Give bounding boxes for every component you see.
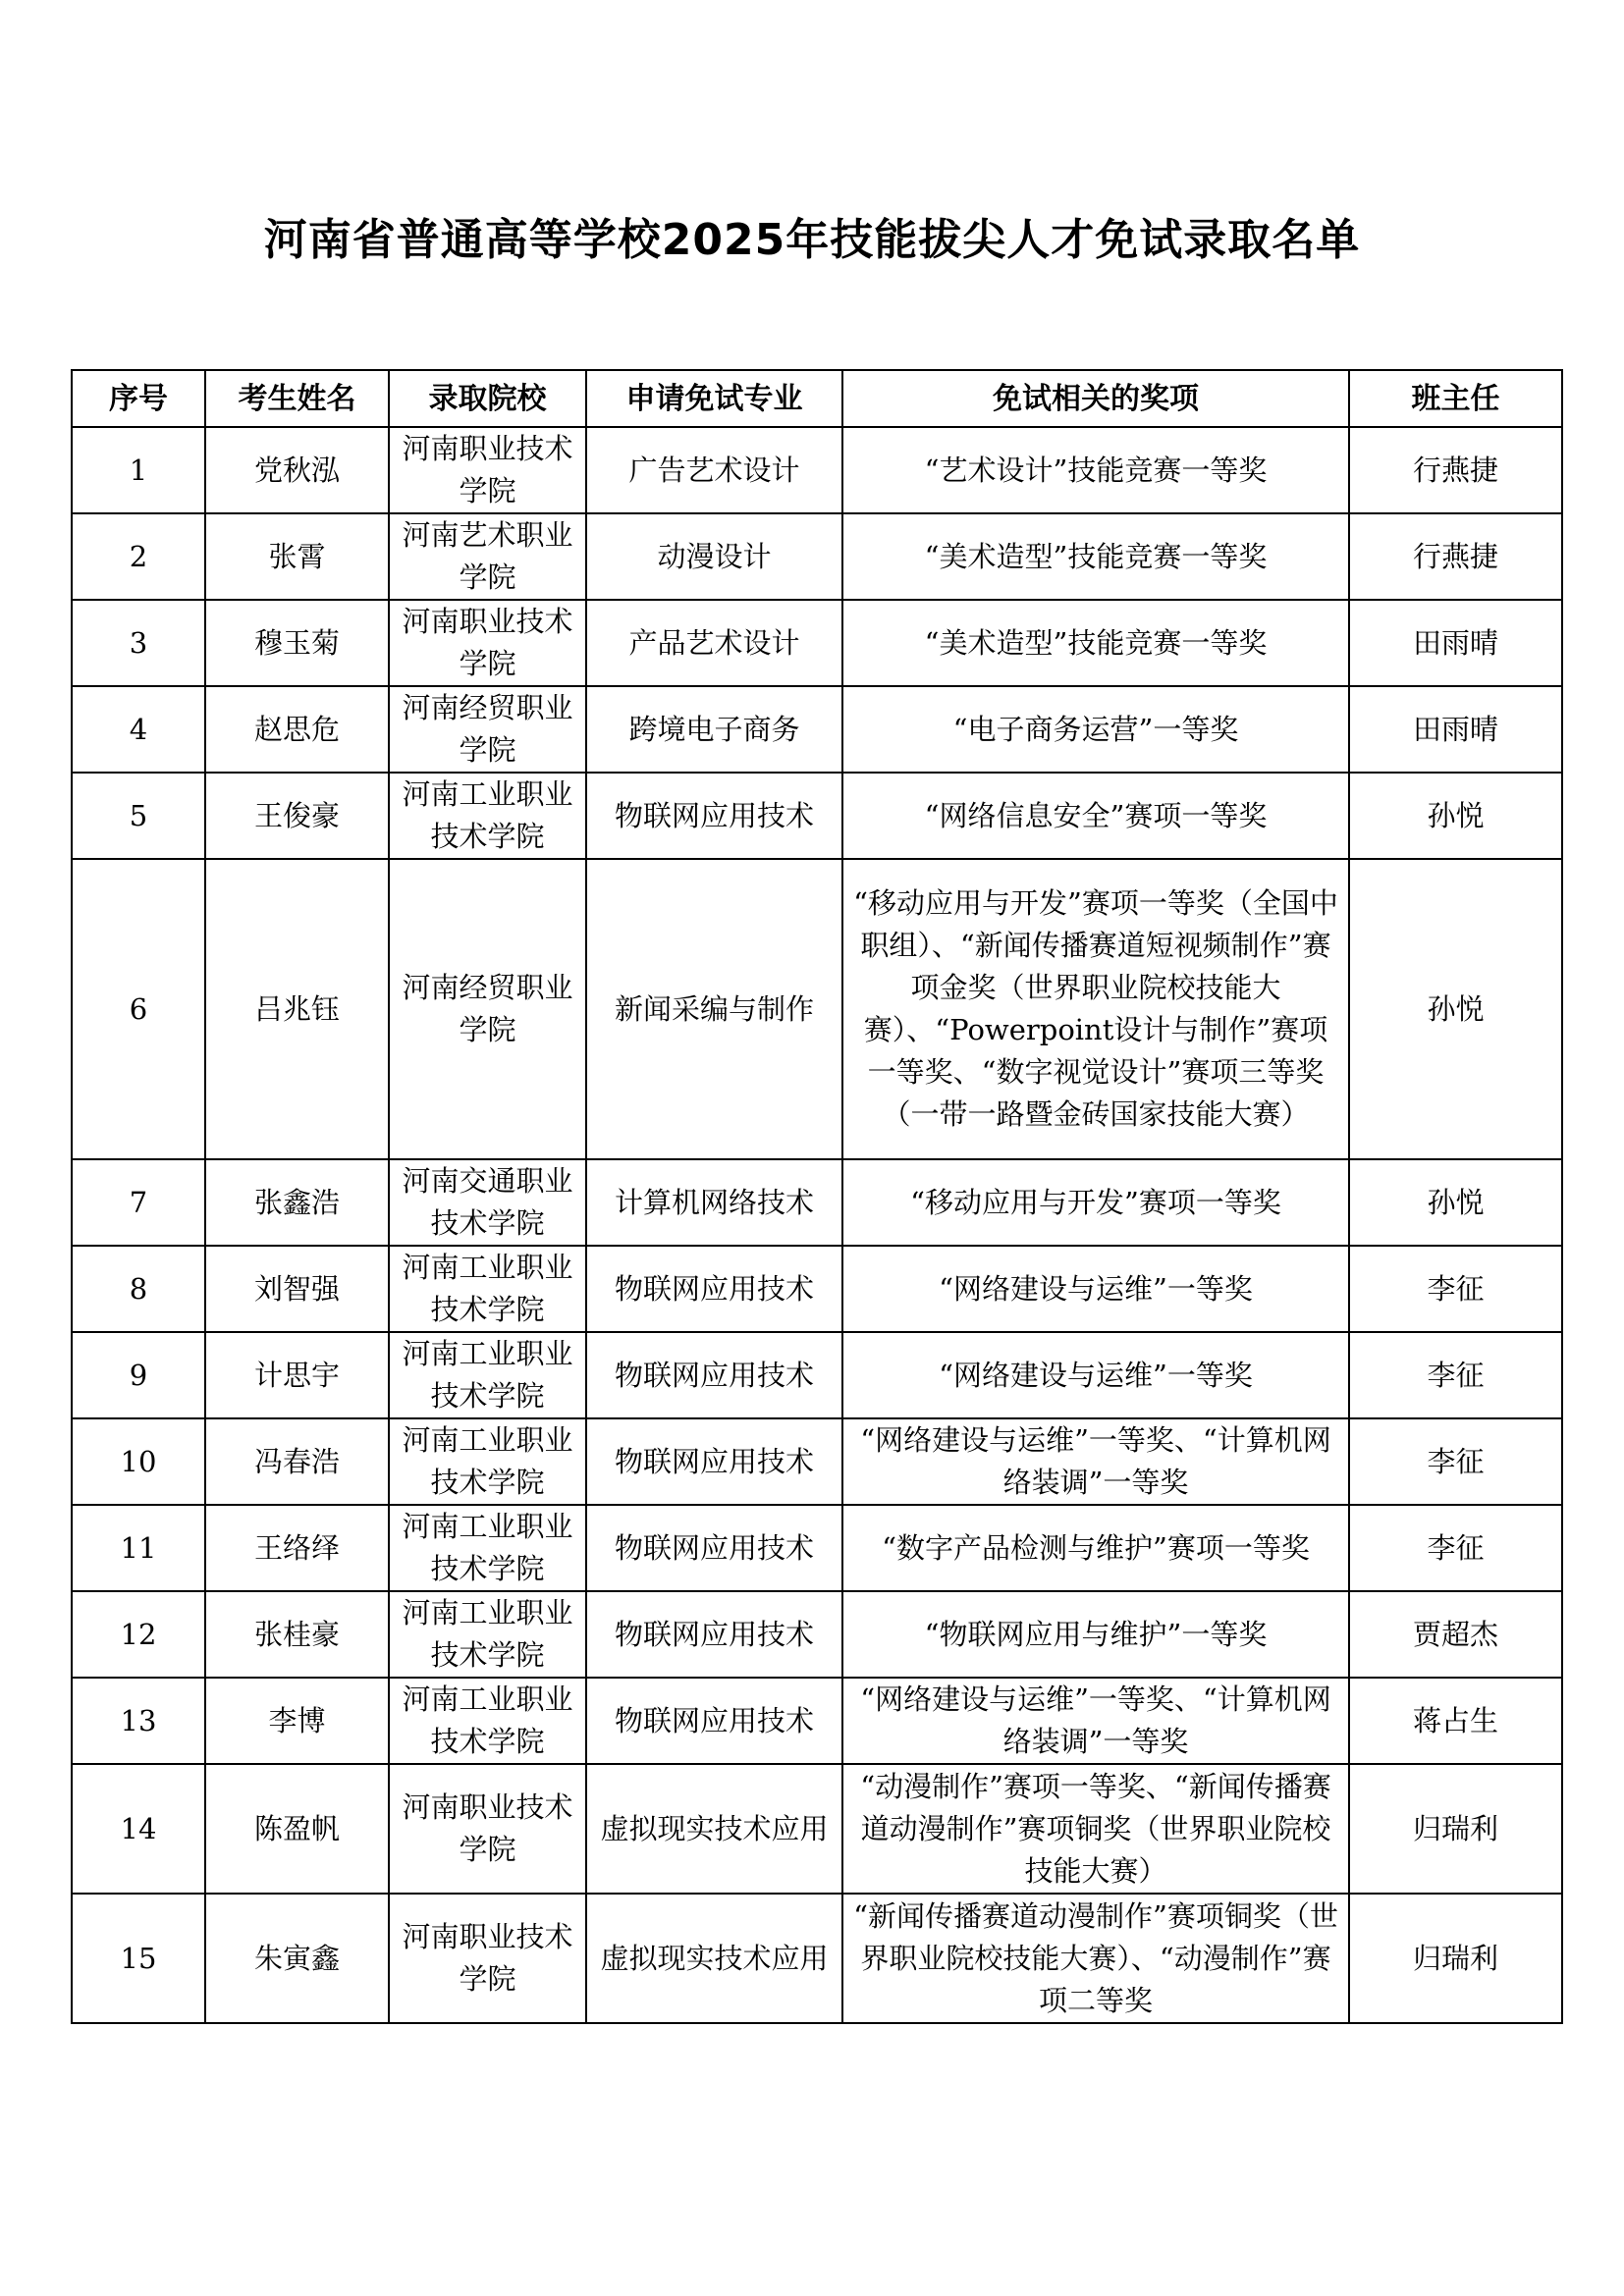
cell-related-award: “电子商务运营”一等奖 [842, 686, 1349, 773]
table-row [72, 1591, 1562, 1678]
cell-applied-major: 物联网应用技术 [586, 1505, 842, 1591]
table-body [72, 427, 1562, 2023]
cell-candidate-name: 冯春浩 [205, 1418, 389, 1505]
cell-admitted-school: 河南工业职业技术学院 [389, 1505, 586, 1591]
cell-admitted-school: 河南职业技术学院 [389, 1764, 586, 1894]
cell-head-teacher: 李征 [1349, 1332, 1562, 1418]
cell-serial-number: 5 [72, 773, 205, 859]
cell-related-award: “网络建设与运维”一等奖、“计算机网络装调”一等奖 [842, 1418, 1349, 1505]
cell-admitted-school: 河南职业技术学院 [389, 600, 586, 686]
page-title: 河南省普通高等学校2025年技能拔尖人才免试录取名单 [263, 215, 1361, 265]
cell-head-teacher: 孙悦 [1349, 859, 1562, 1159]
header-head-teacher: 班主任 [1349, 370, 1562, 427]
cell-admitted-school: 河南职业技术学院 [389, 427, 586, 513]
table-row [72, 686, 1562, 773]
table-header-row [72, 370, 1562, 427]
cell-applied-major: 产品艺术设计 [586, 600, 842, 686]
cell-head-teacher: 孙悦 [1349, 1159, 1562, 1246]
table-row [72, 1332, 1562, 1418]
header-related-award: 免试相关的奖项 [842, 370, 1349, 427]
table-row [72, 773, 1562, 859]
cell-candidate-name: 朱寅鑫 [205, 1894, 389, 2023]
header-applied-major: 申请免试专业 [586, 370, 842, 427]
cell-admitted-school: 河南工业职业技术学院 [389, 1418, 586, 1505]
header-candidate-name: 考生姓名 [205, 370, 389, 427]
table-row [72, 600, 1562, 686]
cell-related-award: “网络建设与运维”一等奖 [842, 1332, 1349, 1418]
cell-serial-number: 14 [72, 1764, 205, 1894]
cell-serial-number: 12 [72, 1591, 205, 1678]
cell-serial-number: 11 [72, 1505, 205, 1591]
cell-applied-major: 物联网应用技术 [586, 1591, 842, 1678]
cell-admitted-school: 河南工业职业技术学院 [389, 1591, 586, 1678]
cell-related-award: “网络信息安全”赛项一等奖 [842, 773, 1349, 859]
cell-related-award: “网络建设与运维”一等奖 [842, 1246, 1349, 1332]
cell-candidate-name: 赵思危 [205, 686, 389, 773]
cell-related-award: “艺术设计”技能竞赛一等奖 [842, 427, 1349, 513]
cell-candidate-name: 张霄 [205, 513, 389, 600]
cell-head-teacher: 行燕捷 [1349, 427, 1562, 513]
cell-serial-number: 15 [72, 1894, 205, 2023]
cell-head-teacher: 蒋占生 [1349, 1678, 1562, 1764]
cell-admitted-school: 河南工业职业技术学院 [389, 1332, 586, 1418]
cell-serial-number: 13 [72, 1678, 205, 1764]
cell-admitted-school: 河南艺术职业学院 [389, 513, 586, 600]
cell-head-teacher: 田雨晴 [1349, 600, 1562, 686]
cell-applied-major: 物联网应用技术 [586, 1418, 842, 1505]
cell-head-teacher: 李征 [1349, 1505, 1562, 1591]
cell-candidate-name: 李博 [205, 1678, 389, 1764]
cell-head-teacher: 归瑞利 [1349, 1764, 1562, 1894]
cell-serial-number: 1 [72, 427, 205, 513]
cell-applied-major: 计算机网络技术 [586, 1159, 842, 1246]
cell-head-teacher: 李征 [1349, 1246, 1562, 1332]
cell-serial-number: 3 [72, 600, 205, 686]
table-row [72, 513, 1562, 600]
cell-serial-number: 2 [72, 513, 205, 600]
cell-serial-number: 10 [72, 1418, 205, 1505]
cell-admitted-school: 河南工业职业技术学院 [389, 1246, 586, 1332]
cell-related-award: “动漫制作”赛项一等奖、“新闻传播赛道动漫制作”赛项铜奖（世界职业院校技能大赛） [842, 1764, 1349, 1894]
table-row [72, 859, 1562, 1159]
cell-related-award: “移动应用与开发”赛项一等奖 [842, 1159, 1349, 1246]
admission-table [71, 369, 1563, 2024]
cell-applied-major: 虚拟现实技术应用 [586, 1894, 842, 2023]
cell-candidate-name: 陈盈帆 [205, 1764, 389, 1894]
cell-related-award: “数字产品检测与维护”赛项一等奖 [842, 1505, 1349, 1591]
header-admitted-school: 录取院校 [389, 370, 586, 427]
cell-admitted-school: 河南交通职业技术学院 [389, 1159, 586, 1246]
cell-admitted-school: 河南经贸职业学院 [389, 686, 586, 773]
header-serial-number: 序号 [72, 370, 205, 427]
table-row [72, 1678, 1562, 1764]
cell-admitted-school: 河南工业职业技术学院 [389, 773, 586, 859]
cell-applied-major: 虚拟现实技术应用 [586, 1764, 842, 1894]
cell-applied-major: 新闻采编与制作 [586, 859, 842, 1159]
cell-serial-number: 4 [72, 686, 205, 773]
cell-head-teacher: 孙悦 [1349, 773, 1562, 859]
cell-serial-number: 8 [72, 1246, 205, 1332]
table-row [72, 1894, 1562, 2023]
cell-related-award: “美术造型”技能竞赛一等奖 [842, 600, 1349, 686]
cell-head-teacher: 归瑞利 [1349, 1894, 1562, 2023]
cell-applied-major: 动漫设计 [586, 513, 842, 600]
cell-admitted-school: 河南职业技术学院 [389, 1894, 586, 2023]
table-row [72, 1418, 1562, 1505]
table-row [72, 427, 1562, 513]
cell-candidate-name: 党秋泓 [205, 427, 389, 513]
cell-candidate-name: 计思宇 [205, 1332, 389, 1418]
cell-related-award: “美术造型”技能竞赛一等奖 [842, 513, 1349, 600]
cell-candidate-name: 张桂豪 [205, 1591, 389, 1678]
table-row [72, 1246, 1562, 1332]
cell-admitted-school: 河南工业职业技术学院 [389, 1678, 586, 1764]
cell-head-teacher: 行燕捷 [1349, 513, 1562, 600]
cell-applied-major: 物联网应用技术 [586, 1332, 842, 1418]
cell-applied-major: 广告艺术设计 [586, 427, 842, 513]
cell-related-award: “网络建设与运维”一等奖、“计算机网络装调”一等奖 [842, 1678, 1349, 1764]
cell-related-award: “新闻传播赛道动漫制作”赛项铜奖（世界职业院校技能大赛）、“动漫制作”赛项二等奖 [842, 1894, 1349, 2023]
cell-head-teacher: 李征 [1349, 1418, 1562, 1505]
cell-head-teacher: 贾超杰 [1349, 1591, 1562, 1678]
table-row [72, 1505, 1562, 1591]
cell-related-award: “物联网应用与维护”一等奖 [842, 1591, 1349, 1678]
cell-applied-major: 物联网应用技术 [586, 1246, 842, 1332]
cell-admitted-school: 河南经贸职业学院 [389, 859, 586, 1159]
cell-applied-major: 跨境电子商务 [586, 686, 842, 773]
cell-candidate-name: 王俊豪 [205, 773, 389, 859]
cell-candidate-name: 穆玉菊 [205, 600, 389, 686]
cell-candidate-name: 王络绎 [205, 1505, 389, 1591]
table-row [72, 1159, 1562, 1246]
cell-serial-number: 7 [72, 1159, 205, 1246]
cell-serial-number: 6 [72, 859, 205, 1159]
cell-serial-number: 9 [72, 1332, 205, 1418]
table-row [72, 1764, 1562, 1894]
cell-related-award: “移动应用与开发”赛项一等奖（全国中职组）、“新闻传播赛道短视频制作”赛项金奖（世界职业院校技能大赛）、“Powerpoint设计与制作”赛项一等奖、“数字视觉设计”赛项三等奖（一带一路暨金砖国家技能大赛） [842, 859, 1349, 1159]
cell-candidate-name: 吕兆钰 [205, 859, 389, 1159]
cell-candidate-name: 刘智强 [205, 1246, 389, 1332]
cell-candidate-name: 张鑫浩 [205, 1159, 389, 1246]
cell-head-teacher: 田雨晴 [1349, 686, 1562, 773]
cell-applied-major: 物联网应用技术 [586, 1678, 842, 1764]
cell-applied-major: 物联网应用技术 [586, 773, 842, 859]
